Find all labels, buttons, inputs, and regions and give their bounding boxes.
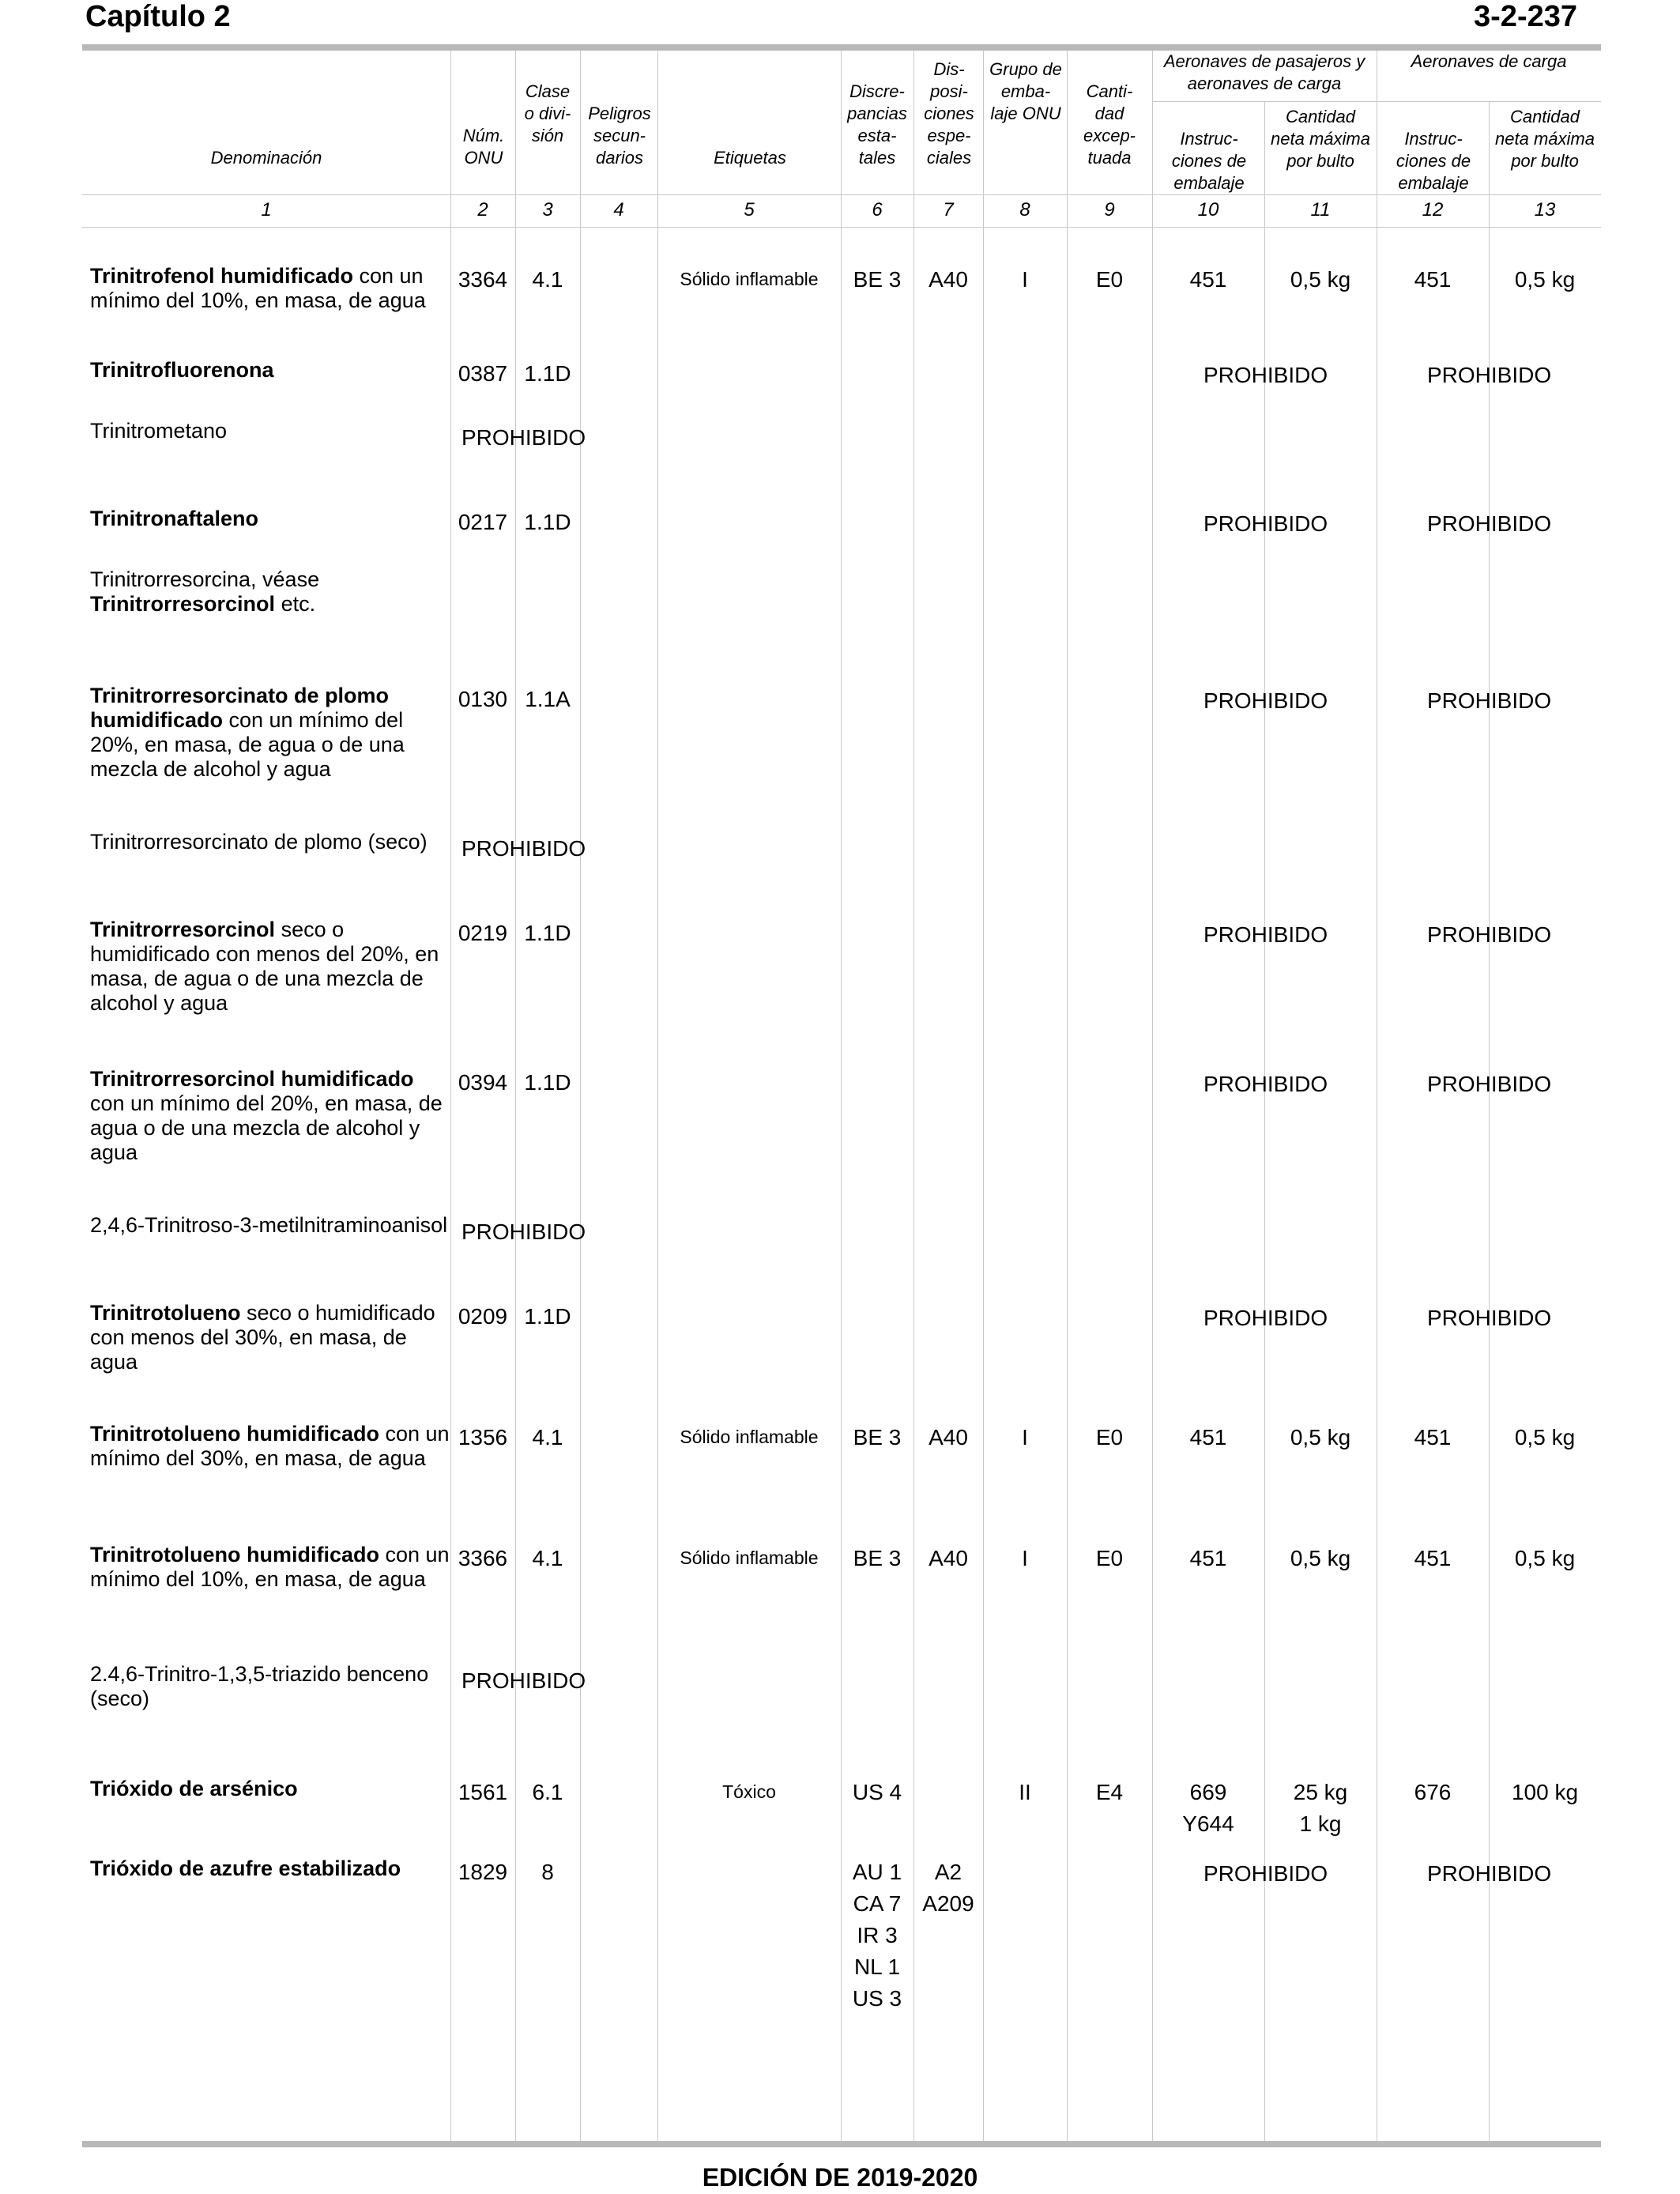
group-header-line bbox=[1152, 101, 1601, 102]
entry-name: Trinitrorresorcinato de plomo (seco) bbox=[90, 830, 428, 854]
prohibited-cargo: PROHIBIDO bbox=[1427, 922, 1552, 947]
entry-name: Trinitrotolueno humidificado con un mínimo del 10%, en masa, de agua bbox=[90, 1543, 450, 1591]
prohibited-cargo: PROHIBIDO bbox=[1427, 688, 1552, 713]
prohibited-row: PROHIBIDO bbox=[461, 425, 586, 450]
group-header-pasajeros: Aeronaves de pasajeros y aeronaves de carga bbox=[1163, 51, 1365, 93]
col-header-discrepancias: Discre- pancias esta- tales bbox=[847, 81, 907, 168]
prohibited-cargo: PROHIBIDO bbox=[1427, 363, 1552, 387]
cell-un: 0219 bbox=[458, 921, 508, 945]
col-number: 11 bbox=[1310, 199, 1331, 221]
prohibited-row: PROHIBIDO bbox=[461, 1668, 586, 1693]
cell-un: 0130 bbox=[458, 687, 508, 711]
cell-cls: 8 bbox=[541, 1860, 554, 1884]
col-divider bbox=[983, 51, 984, 2141]
col-header-peligros: Peligros secun- darios bbox=[588, 104, 651, 168]
cell-un: 3366 bbox=[458, 1546, 508, 1570]
cell-label: Sólido inflamable bbox=[680, 269, 819, 289]
cell-pg: II bbox=[1019, 1780, 1031, 1804]
cell-un: 1829 bbox=[458, 1860, 508, 1884]
cell-sp: A40 bbox=[929, 1546, 968, 1570]
cell-cls: 6.1 bbox=[532, 1780, 563, 1804]
col-number: 8 bbox=[1019, 199, 1030, 221]
entry-name: Trinitrofluorenona bbox=[90, 358, 274, 382]
edition-footer: EDICIÓN DE 2019-2020 bbox=[702, 2163, 978, 2192]
entry-name: Trinitrotolueno seco o humidificado con menos del 30%, en masa, de agua bbox=[90, 1301, 435, 1374]
cell-q1: 0,5 kg bbox=[1290, 1425, 1351, 1449]
prohibited-pax: PROHIBIDO bbox=[1203, 1306, 1328, 1330]
prohibited-pax: PROHIBIDO bbox=[1203, 688, 1328, 713]
header-bottom-line bbox=[82, 194, 1601, 195]
cell-eq: E0 bbox=[1095, 267, 1124, 292]
cell-q1: 0,5 kg bbox=[1290, 267, 1351, 292]
cell-un: 0209 bbox=[458, 1304, 508, 1329]
cell-un: 1561 bbox=[458, 1780, 508, 1804]
cell-pi2: 451 bbox=[1414, 1425, 1452, 1449]
cell-sp: A40 bbox=[929, 1425, 968, 1449]
prohibited-cargo: PROHIBIDO bbox=[1427, 1861, 1552, 1886]
cell-pi1: 669 Y644 bbox=[1182, 1780, 1234, 1836]
cell-disc: US 4 bbox=[852, 1780, 902, 1804]
entry-name: Trinitrorresorcinol seco o humidificado con menos del 20%, en masa, de agua o de una mezcla de alcohol y agua bbox=[90, 918, 439, 1015]
col-number: 4 bbox=[613, 199, 624, 221]
prohibited-row: PROHIBIDO bbox=[461, 836, 586, 861]
cell-pi1: 451 bbox=[1189, 1425, 1227, 1449]
cell-disc: BE 3 bbox=[853, 267, 902, 292]
col-number: 3 bbox=[542, 199, 553, 221]
prohibited-cargo: PROHIBIDO bbox=[1427, 1306, 1552, 1330]
cell-q2: 0,5 kg bbox=[1514, 1546, 1576, 1570]
col-header-etiquetas: Etiquetas bbox=[714, 148, 786, 168]
number-row-line bbox=[82, 227, 1601, 228]
cell-cls: 1.1D bbox=[524, 510, 571, 534]
col-number: 10 bbox=[1197, 199, 1219, 221]
cell-eq: E0 bbox=[1095, 1546, 1124, 1570]
cell-pi1: 451 bbox=[1189, 267, 1227, 292]
cell-cls: 1.1D bbox=[524, 1070, 571, 1095]
cell-cls: 1.1D bbox=[524, 361, 571, 386]
cell-pi2: 451 bbox=[1414, 267, 1452, 292]
col-header-instrucciones-pax: Instruc- ciones de embalaje bbox=[1171, 129, 1247, 193]
prohibited-pax: PROHIBIDO bbox=[1203, 1072, 1328, 1096]
cell-cls: 4.1 bbox=[532, 1546, 563, 1570]
col-header-cantidad-exceptuada: Canti- dad excep- tuada bbox=[1083, 81, 1136, 168]
page-number: 3-2-237 bbox=[1474, 0, 1577, 33]
prohibited-pax: PROHIBIDO bbox=[1203, 922, 1328, 947]
cell-disc: AU 1 CA 7 IR 3 NL 1 US 3 bbox=[852, 1860, 902, 2011]
cell-un: 0387 bbox=[458, 361, 508, 386]
col-number: 9 bbox=[1104, 199, 1115, 221]
cell-label: Sólido inflamable bbox=[680, 1427, 819, 1447]
prohibited-cargo: PROHIBIDO bbox=[1427, 1072, 1552, 1096]
cell-sp: A40 bbox=[929, 267, 968, 292]
cell-label: Sólido inflamable bbox=[680, 1547, 819, 1568]
cell-pg: I bbox=[1022, 1546, 1028, 1570]
col-divider bbox=[1489, 101, 1490, 2141]
cell-un: 0394 bbox=[458, 1070, 508, 1095]
cell-pg: I bbox=[1022, 1425, 1028, 1449]
cell-eq: E4 bbox=[1095, 1780, 1124, 1804]
col-divider bbox=[580, 51, 581, 2141]
prohibited-pax: PROHIBIDO bbox=[1203, 511, 1328, 536]
col-header-instrucciones-carga: Instruc- ciones de embalaje bbox=[1396, 129, 1471, 193]
col-number: 2 bbox=[477, 199, 488, 221]
group-header-carga: Aeronaves de carga bbox=[1411, 51, 1567, 71]
prohibited-row: PROHIBIDO bbox=[461, 1220, 586, 1244]
entry-name: Trinitrorresorcinato de plomo humidificado con un mínimo del 20%, en masa, de agua o de una mezcla de alcohol y agua bbox=[90, 684, 405, 781]
col-header-clase: Clase o divi- sión bbox=[524, 81, 571, 145]
entry-name: Trióxido de arsénico bbox=[90, 1777, 298, 1800]
prohibited-pax: PROHIBIDO bbox=[1203, 1861, 1328, 1886]
col-divider bbox=[657, 51, 658, 2141]
col-divider bbox=[1067, 51, 1068, 2141]
cell-q1: 0,5 kg bbox=[1290, 1546, 1351, 1570]
col-header-grupo: Grupo de emba- laje ONU bbox=[989, 59, 1062, 123]
bottom-rule bbox=[82, 2141, 1601, 2147]
entry-name: Trióxido de azufre estabilizado bbox=[90, 1857, 401, 1880]
entry-name: Trinitrorresorcinol humidificado con un mínimo del 20%, en masa, de agua o de una mezcla de alcohol y agua bbox=[90, 1067, 443, 1164]
col-divider bbox=[913, 51, 914, 2141]
col-number: 13 bbox=[1534, 199, 1556, 221]
cell-q2: 0,5 kg bbox=[1514, 267, 1576, 292]
col-header-cantidad-pax: Cantidad neta máxima por bulto bbox=[1271, 107, 1370, 171]
cell-q1: 25 kg 1 kg bbox=[1293, 1780, 1348, 1836]
entry-name: Trinitrotolueno humidificado con un mínimo del 30%, en masa, de agua bbox=[90, 1422, 450, 1470]
cell-cls: 1.1A bbox=[525, 687, 571, 711]
cell-q2: 100 kg bbox=[1511, 1780, 1579, 1804]
cell-un: 0217 bbox=[458, 510, 508, 534]
cell-cls: 1.1D bbox=[524, 1304, 571, 1329]
cell-sp: A2 A209 bbox=[922, 1860, 974, 1916]
cell-cls: 1.1D bbox=[524, 921, 571, 945]
cell-eq: E0 bbox=[1095, 1425, 1124, 1449]
cell-pi2: 676 bbox=[1414, 1780, 1452, 1804]
entry-name: Trinitrofenol humidificado con un mínimo del 10%, en masa, de agua bbox=[90, 264, 426, 312]
prohibited-pax: PROHIBIDO bbox=[1203, 363, 1328, 387]
col-number: 12 bbox=[1422, 199, 1444, 221]
entry-name: Trinitrometano bbox=[90, 419, 228, 443]
cell-pi2: 451 bbox=[1414, 1546, 1452, 1570]
cell-disc: BE 3 bbox=[853, 1546, 902, 1570]
entry-name: 2.4,6-Trinitro-1,3,5-triazido benceno (seco) bbox=[90, 1662, 429, 1710]
entry-name: Trinitronaftaleno bbox=[90, 507, 259, 530]
col-number: 1 bbox=[261, 199, 272, 221]
col-divider bbox=[841, 51, 842, 2141]
col-header-cantidad-carga: Cantidad neta máxima por bulto bbox=[1495, 107, 1595, 171]
top-rule bbox=[82, 44, 1601, 51]
cell-pi1: 451 bbox=[1189, 1546, 1227, 1570]
col-number: 7 bbox=[943, 199, 954, 221]
col-header-num-onu: Núm. ONU bbox=[462, 126, 505, 168]
chapter-title: Capítulo 2 bbox=[85, 0, 231, 33]
entry-name: Trinitrorresorcina, véase Trinitrorresorcinol etc. bbox=[90, 567, 320, 616]
cell-label: Tóxico bbox=[722, 1781, 776, 1802]
cell-un: 1356 bbox=[458, 1425, 508, 1449]
entry-name: 2,4,6-Trinitroso-3-metilnitraminoanisol bbox=[90, 1213, 448, 1237]
col-number: 5 bbox=[744, 199, 755, 221]
cell-cls: 4.1 bbox=[532, 267, 563, 292]
cell-q2: 0,5 kg bbox=[1514, 1425, 1576, 1449]
col-header-denominacion: Denominación bbox=[210, 148, 322, 168]
cell-un: 3364 bbox=[458, 267, 508, 292]
cell-disc: BE 3 bbox=[853, 1425, 902, 1449]
col-number: 6 bbox=[872, 199, 883, 221]
prohibited-cargo: PROHIBIDO bbox=[1427, 511, 1552, 536]
col-header-disposiciones: Dis- posi- ciones espe- ciales bbox=[924, 59, 974, 168]
cell-cls: 4.1 bbox=[532, 1425, 563, 1449]
cell-pg: I bbox=[1022, 267, 1028, 292]
